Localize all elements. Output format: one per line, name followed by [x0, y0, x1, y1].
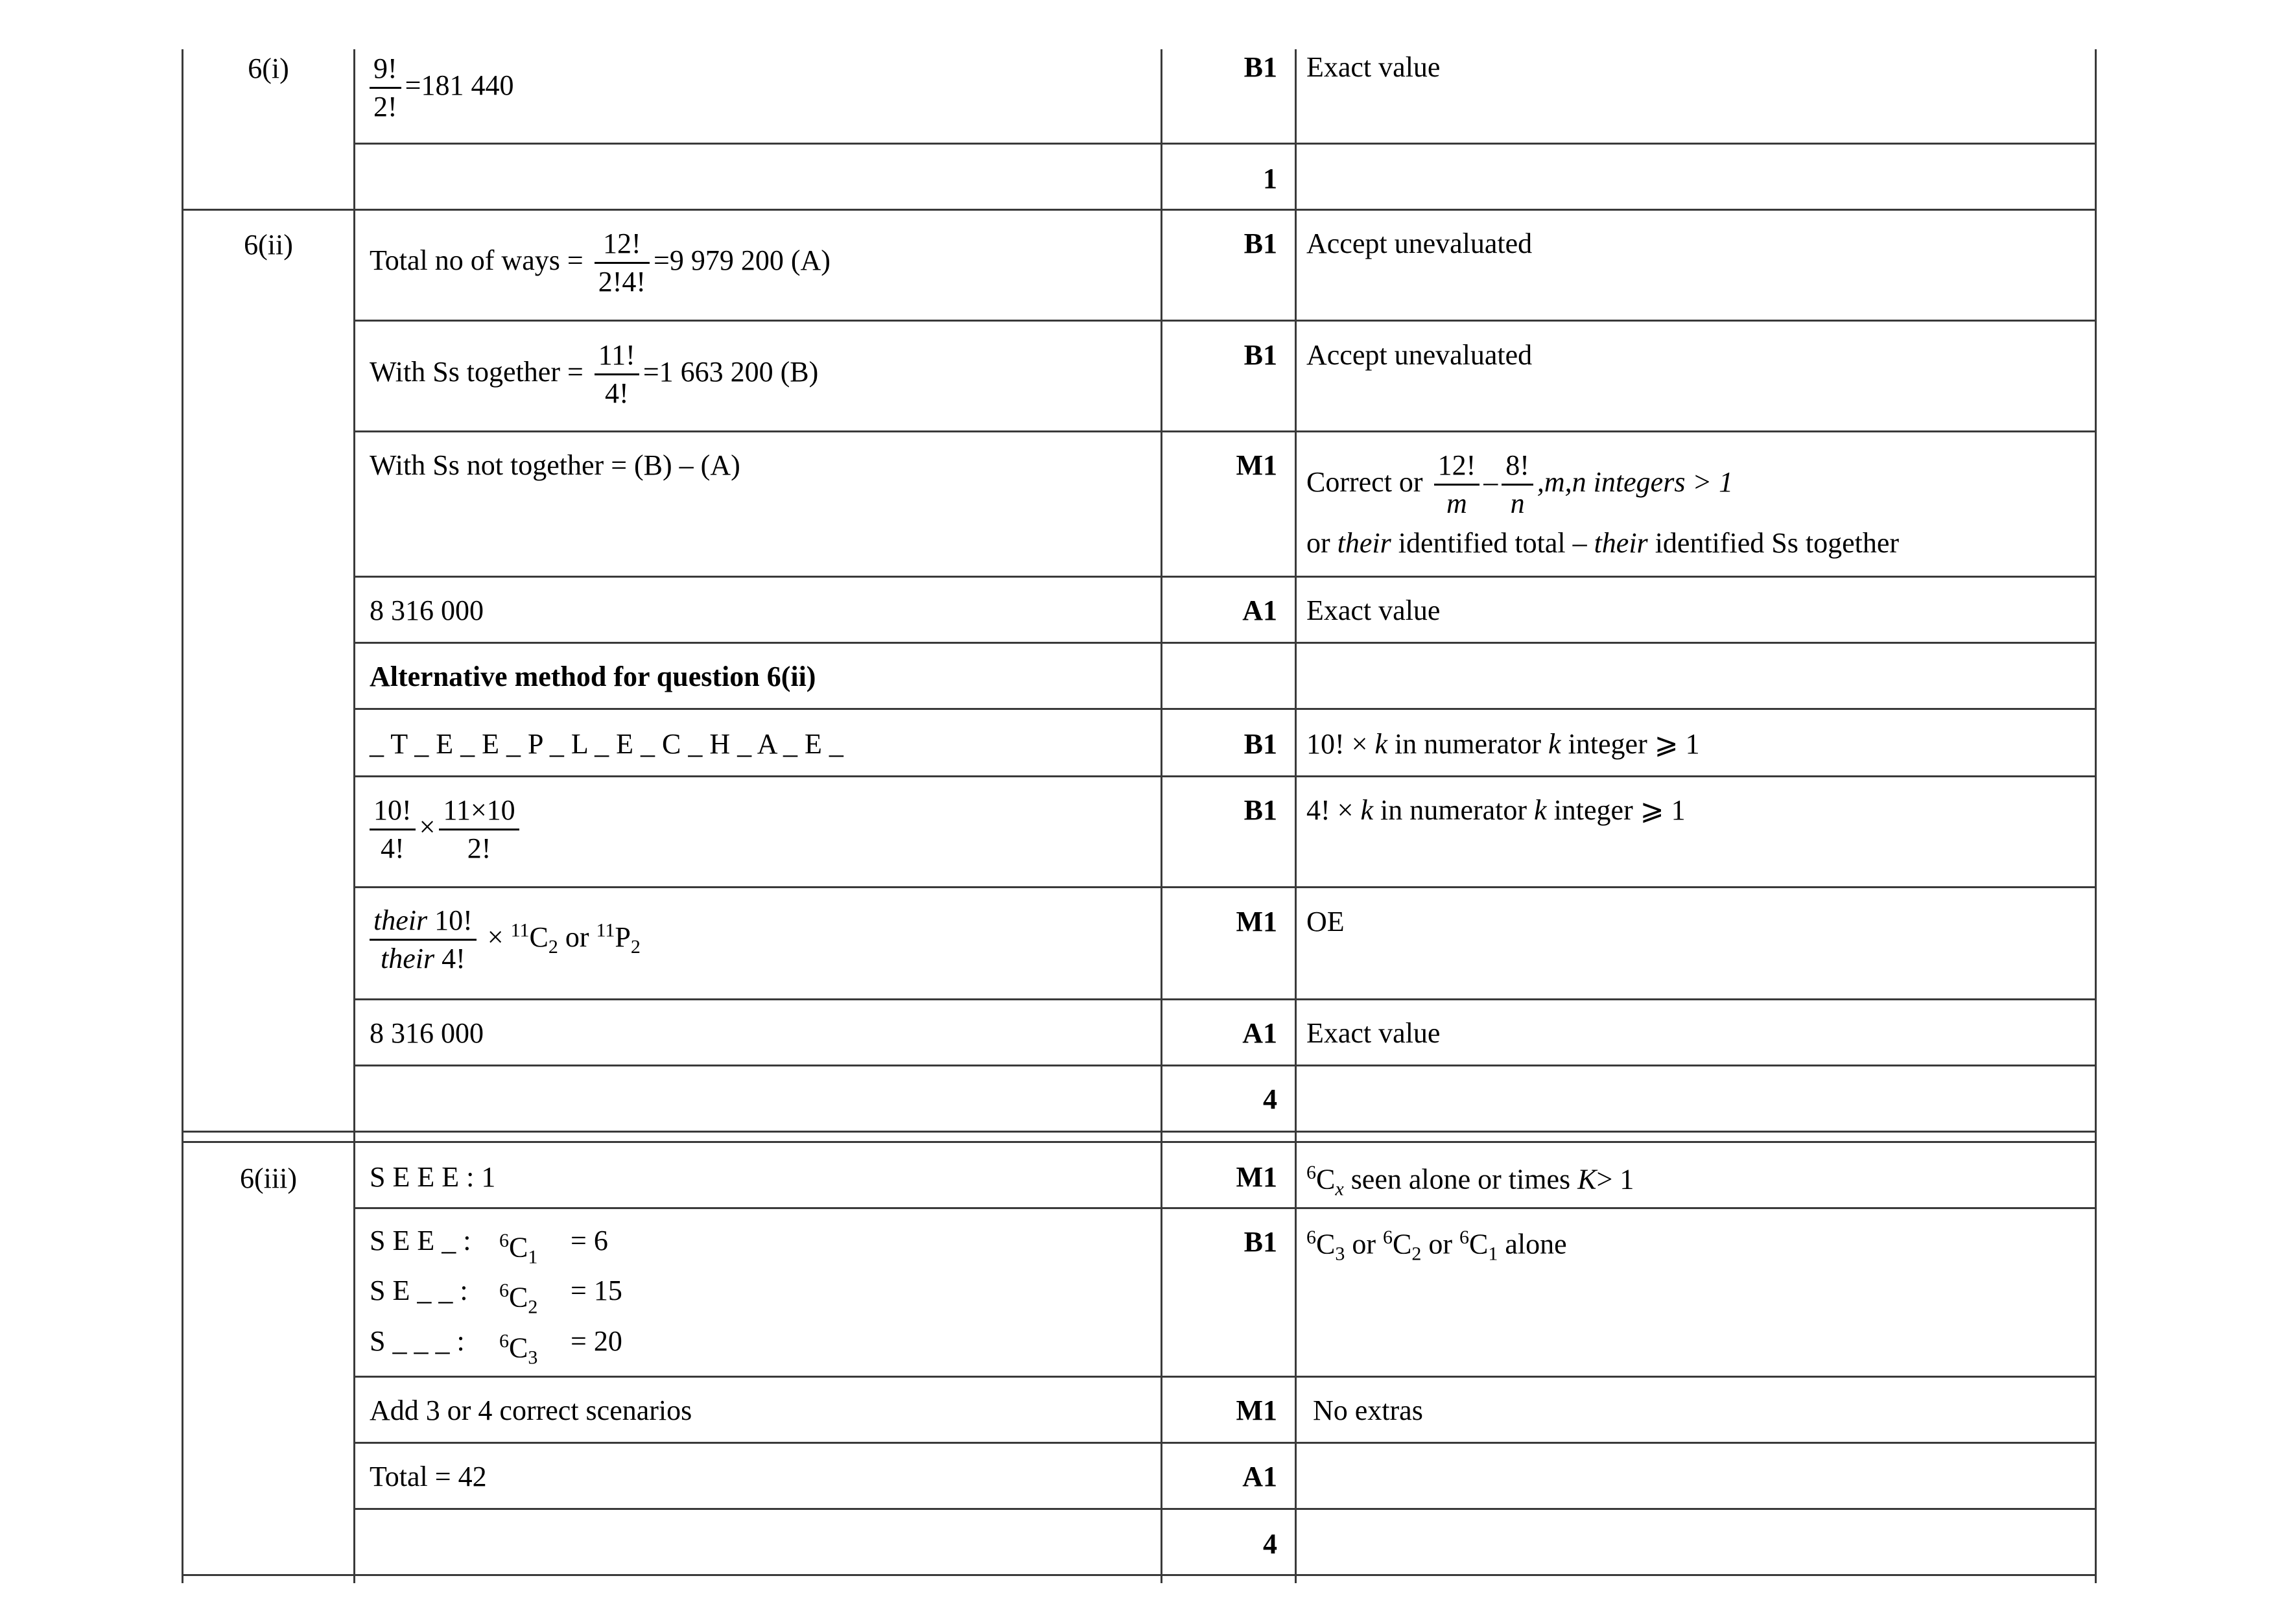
mark-code: B1 [1244, 728, 1277, 760]
row-divider [353, 576, 2097, 578]
mark-total: 1 [1263, 163, 1277, 194]
mark-code: M1 [1236, 449, 1277, 481]
row-divider [353, 430, 2097, 432]
row-divider [353, 1207, 2097, 1209]
table-col-divider-guidance [1295, 49, 1297, 1583]
row-divider [353, 1442, 2097, 1444]
scenario-value: = 20 [571, 1324, 622, 1357]
answer-value: 8 316 000 [370, 594, 484, 626]
fraction: $\frac{10!}{4!}$ [370, 795, 416, 865]
mark-code: B1 [1244, 51, 1277, 83]
guidance-text: $^6C_x$ seen alone or times K> 1 [1306, 1162, 1634, 1200]
fraction: $\frac{12!}{m}$ [1434, 450, 1480, 520]
mark-code: A1 [1242, 1461, 1277, 1492]
guidance-text: $^6C_3$ or $^6C_2$ or $^6C_1$ alone [1306, 1227, 1567, 1265]
table-border-right [2095, 49, 2097, 1583]
guidance-text: No extras [1313, 1395, 1423, 1426]
scenario-combination: $^6C_3$ [499, 1330, 538, 1369]
row-divider [353, 1376, 2097, 1378]
scenario-list [370, 1224, 648, 1374]
mark-code: B1 [1244, 339, 1277, 371]
row-divider [353, 642, 2097, 644]
guidance-text: Accept unevaluated [1306, 339, 1533, 371]
table-col-divider-answer [353, 49, 355, 1583]
section-divider [182, 1131, 2097, 1133]
row-divider [353, 1065, 2097, 1066]
fraction: $\frac{\text{their 10!}}{\text{their 4!}}$ [370, 905, 477, 975]
fraction: $\frac{12!}{2!4!}$ [595, 228, 650, 298]
answer-text: S E E E : 1 [370, 1161, 496, 1193]
scenario-value: = 6 [571, 1225, 608, 1256]
answer-value: 8 316 000 [370, 1017, 484, 1049]
scenario-combination: $^6C_2$ [499, 1280, 538, 1318]
mark-code: M1 [1236, 1161, 1277, 1193]
answer-text: Total = 42 [370, 1461, 487, 1492]
row-divider [182, 209, 2097, 211]
fraction: $\frac{9!}{2!}$ [370, 53, 401, 123]
mark-total: 4 [1263, 1528, 1277, 1560]
question-label: 6(iii) [240, 1162, 297, 1194]
scenario-pattern: S _ _ _ : [370, 1324, 465, 1357]
answer-cell: Total no of ways = $\frac{12!}{2!4!}$ =9 979 200 (A) [370, 228, 831, 298]
scenario-value: = 15 [571, 1275, 622, 1307]
mark-code: M1 [1236, 906, 1277, 937]
guidance-text: Exact value [1306, 1017, 1441, 1049]
guidance-text: Exact value [1306, 594, 1441, 626]
answer-text: With Ss not together = (B) – (A) [370, 449, 740, 481]
row-divider [353, 143, 2097, 145]
row-divider [353, 886, 2097, 888]
answer-cell: $\frac{\text{their 10!}}{\text{their 4!}}$ × $^{11}C_2$ or $^{11}P_2$ [370, 905, 641, 975]
mark-code: A1 [1242, 1017, 1277, 1049]
guidance-text: 4! × k in numerator k integer ⩾ 1 [1306, 794, 1686, 826]
answer-cell [370, 53, 513, 123]
row-divider [353, 775, 2097, 777]
fraction: $\frac{11!}{4!}$ [595, 340, 639, 410]
alternative-method-heading: Alternative method for question 6(ii) [370, 661, 816, 692]
fraction: $\frac{8!}{n}$ [1502, 450, 1533, 520]
answer-text: Add 3 or 4 correct scenarios [370, 1395, 692, 1426]
table-border-left [182, 49, 183, 1583]
mark-code: B1 [1244, 1226, 1277, 1258]
guidance-text: OE [1306, 906, 1345, 937]
question-label: 6(i) [248, 53, 289, 84]
mark-code: A1 [1242, 594, 1277, 626]
scenario-pattern: S E _ _ : [370, 1275, 468, 1307]
arrangement-text: _ T _ E _ E _ P _ L _ E _ C _ H _ A _ E _ [370, 728, 843, 760]
guidance-text: or their identified total – their identified Ss together [1306, 527, 1900, 559]
guidance-text: Exact value [1306, 51, 1441, 83]
row-divider [353, 320, 2097, 322]
answer-cell: With Ss together = $\frac{11!}{4!}$ =1 663 200 (B) [370, 339, 819, 410]
guidance-text: Correct or $\frac{12!}{m}$ – $\frac{8!}{n}$ ,m,n integers > 1 [1306, 449, 1734, 520]
answer-value: =181 440 [405, 69, 514, 101]
fraction: $\frac{11\times 10}{2!}$ [439, 795, 519, 865]
mark-total: 4 [1263, 1083, 1277, 1115]
section-divider [182, 1141, 2097, 1143]
guidance-text: Accept unevaluated [1306, 228, 1533, 259]
question-label: 6(ii) [244, 229, 293, 261]
row-divider [353, 998, 2097, 1000]
row-divider [353, 1508, 2097, 1510]
mark-code: B1 [1244, 794, 1277, 826]
scenario-pattern: S E E _ : [370, 1225, 471, 1256]
mark-code: B1 [1244, 228, 1277, 259]
table-border-bottom [182, 1574, 2097, 1576]
guidance-text: 10! × k in numerator k integer ⩾ 1 [1306, 728, 1700, 760]
row-divider [353, 708, 2097, 710]
mark-code: M1 [1236, 1395, 1277, 1426]
answer-cell: $\frac{10!}{4!}$ × $\frac{11\times 10}{2!}$ [370, 795, 523, 865]
scenario-combination: $^6C_1$ [499, 1230, 538, 1268]
